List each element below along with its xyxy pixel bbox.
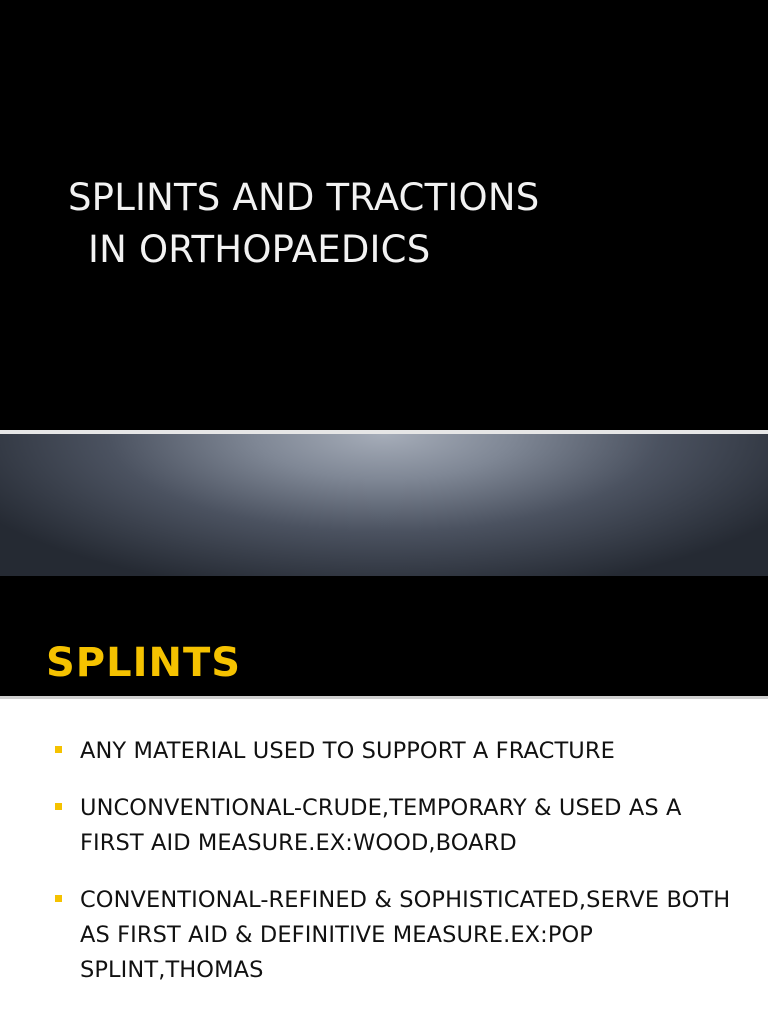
square-bullet-icon: [55, 895, 62, 902]
bullet-text: UNCONVENTIONAL-CRUDE,TEMPORARY & USED AS A FIRST AID MEASURE.EX:WOOD,BOARD: [80, 795, 682, 856]
bullet-text: ANY MATERIAL USED TO SUPPORT A FRACTURE: [80, 738, 615, 764]
section-heading: SPLINTS: [46, 640, 242, 686]
bullet-list: [0, 734, 740, 1010]
slide-title-line-2: IN ORTHOPAEDICS: [88, 228, 431, 271]
square-bullet-icon: [55, 803, 62, 810]
decorative-gradient-band: [0, 434, 768, 576]
square-bullet-icon: [55, 746, 62, 753]
slide-title: [68, 172, 539, 276]
title-slide: [0, 0, 768, 430]
bullet-item: [0, 791, 740, 861]
bullet-item: [0, 883, 740, 988]
slide-title-line-1: SPLINTS AND TRACTIONS: [68, 176, 540, 219]
bullet-text: CONVENTIONAL-REFINED & SOPHISTICATED,SERVE BOTH AS FIRST AID & DEFINITIVE MEASURE.EX:POP SPLINT,THOMAS: [80, 887, 731, 983]
bullet-item: [0, 734, 740, 769]
